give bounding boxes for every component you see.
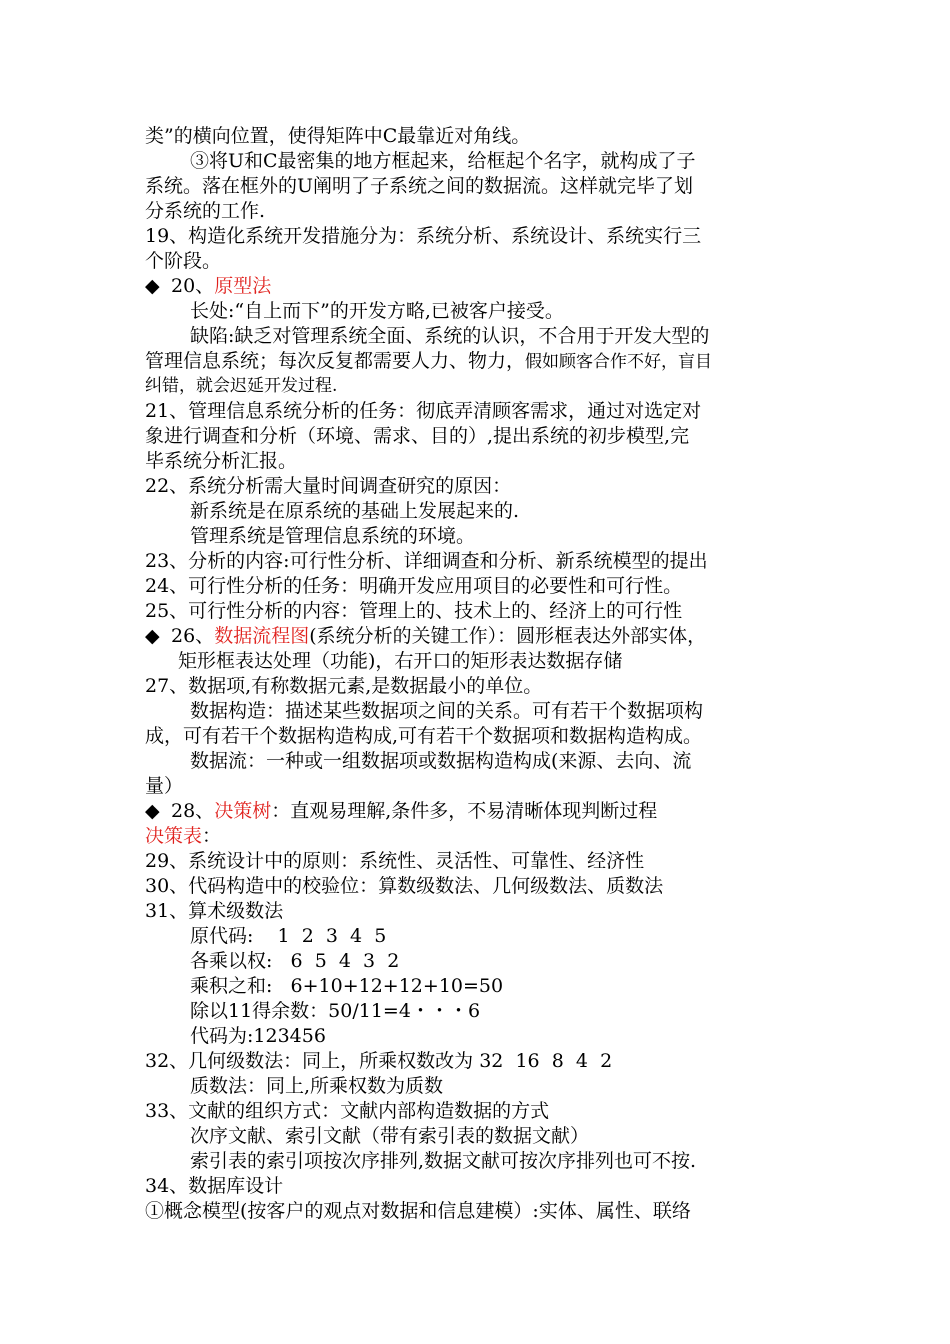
text-line: 成，可有若干个数据构造构成,可有若干个数据项和数据构造构成。 (145, 725, 703, 747)
text-line: 数据构造：描述某些数据项之间的关系。可有若干个数据项构 (190, 700, 704, 722)
text-line: 32、几何级数法：同上，所乘权数改为 32 16 8 4 2 (145, 1050, 613, 1072)
text-line: 管理系统是管理信息系统的环境。 (190, 525, 476, 547)
text-line: 数据流：一种或一组数据项或数据构造构成(来源、去向、流 (190, 750, 692, 772)
text-line: 23、分析的内容:可行性分析、详细调查和分析、新系统模型的提出 (145, 550, 708, 572)
text-span: 管理信息系统；每次反复都需要人力、物力， (145, 350, 526, 372)
text-line: 33、文献的组织方式：文献内部构造数据的方式 (145, 1100, 550, 1122)
text-line: 各乘以权: 6 5 4 3 2 (190, 950, 400, 972)
text-line: 新系统是在原系统的基础上发展起来的. (190, 500, 520, 522)
text-line: 长处:“自上而下”的开发方略,已被客户接受。 (190, 300, 564, 322)
text-line: 21、管理信息系统分析的任务：彻底弄清顾客需求，通过对选定对 (145, 400, 702, 422)
text-line: 27、数据项,有称数据元素,是数据最小的单位。 (145, 675, 543, 697)
heading-term: 决策表 (145, 825, 203, 847)
heading-28 (145, 799, 657, 824)
bullet-diamond: ◆ (145, 625, 160, 647)
text-line (145, 349, 712, 374)
text-line: 31、算术级数法 (145, 900, 284, 922)
text-line: 个阶段。 (145, 250, 222, 272)
text-span: ：直观易理解,条件多，不易清晰体现判断过程 (271, 800, 658, 822)
heading-number: 26、 (171, 625, 215, 647)
text-line: ③将U和C最密集的地方框起来，给框起个名字，就构成了子 (190, 150, 696, 172)
heading-decision-table (145, 824, 221, 849)
text-line: 乘积之和: 6+10+12+12+10=50 (190, 975, 504, 997)
text-line: 类”的横向位置，使得矩阵中C最靠近对角线。 (145, 125, 531, 147)
text-line: 索引表的索引项按次序排列,数据文献可按次序排列也可不按. (190, 1150, 697, 1172)
text-line: 34、数据库设计 (145, 1175, 284, 1197)
text-line: 24、可行性分析的任务：明确开发应用项目的必要性和可行性。 (145, 575, 683, 597)
text-line: 次序文献、索引文献（带有索引表的数据文献） (190, 1125, 590, 1147)
heading-term: 决策树 (214, 800, 272, 822)
text-line: 22、系统分析需大量时间调查研究的原因： (145, 475, 512, 497)
heading-term: 数据流程图 (214, 625, 310, 647)
text-line: 矩形框表达处理（功能)，右开口的矩形表达数据存储 (178, 650, 623, 672)
text-line: ①概念模型(按客户的观点对数据和信息建模）:实体、属性、联络 (145, 1200, 691, 1222)
text-span: (系统分析的关键工作）：圆形框表达外部实体， (309, 625, 707, 647)
text-line: 代码为:123456 (190, 1025, 326, 1047)
text-line: 量） (145, 775, 184, 797)
text-line: 质数法：同上,所乘权数为质数 (190, 1075, 444, 1097)
bullet-diamond: ◆ (145, 275, 160, 297)
heading-number: 20、 (171, 275, 215, 297)
bullet-diamond: ◆ (145, 800, 160, 822)
text-line: 除以11得余数：50/11=4・・・6 (190, 1000, 481, 1022)
heading-number: 28、 (171, 800, 215, 822)
text-line: 分系统的工作. (145, 200, 266, 222)
text-line: 30、代码构造中的校验位：算数级数法、几何级数法、质数法 (145, 875, 664, 897)
text-span: 假如顾客合作不好，盲目 (525, 352, 713, 372)
text-line: 19、构造化系统开发措施分为：系统分析、系统设计、系统实行三 (145, 225, 702, 247)
heading-20 (145, 274, 271, 299)
text-line: 25、可行性分析的内容：管理上的、技术上的、经济上的可行性 (145, 600, 683, 622)
heading-term: 原型法 (214, 275, 272, 297)
text-line: 毕系统分析汇报。 (145, 450, 298, 472)
text-line: 缺陷:缺乏对管理系统全面、系统的认识，不合用于开发大型的 (190, 325, 710, 347)
heading-26 (145, 624, 706, 649)
text-span: ： (202, 825, 222, 847)
text-line: 原代码: 1 2 3 4 5 (190, 925, 387, 947)
text-line: 纠错，就会迟延开发过程. (145, 376, 338, 396)
text-line: 象进行调查和分析（环境、需求、目的）,提出系统的初步模型,完 (145, 425, 690, 447)
text-line: 系统。落在框外的U阐明了子系统之间的数据流。这样就完毕了划 (145, 175, 694, 197)
text-line: 29、系统设计中的原则：系统性、灵活性、可靠性、经济性 (145, 850, 645, 872)
